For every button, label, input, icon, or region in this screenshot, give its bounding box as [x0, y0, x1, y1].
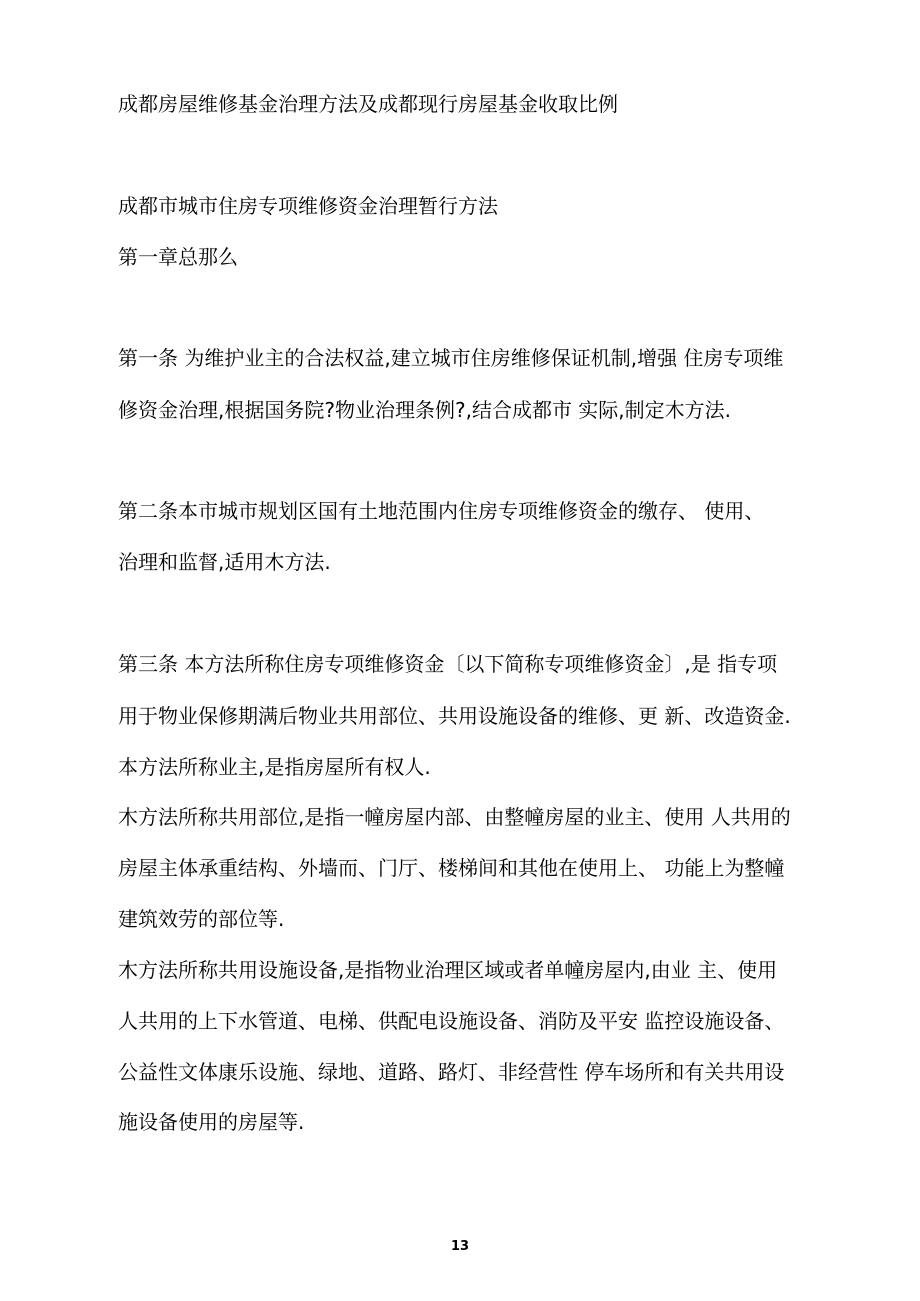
- paragraph-line: 建筑效劳的部位等.: [118, 907, 285, 931]
- document-title: 成都房屋维修基金治理方法及成都现行房屋基金收取比例: [118, 92, 618, 116]
- paragraph-line: 人共用的上下水管道、电梯、供配电设施设备、消防及平安 监控设施设备、: [118, 1009, 785, 1033]
- paragraph-line: 第二条本市城市规划区国有土地范围内住房专项维修资金的缴存、 使用、: [118, 499, 765, 523]
- paragraph-line: 修资金治理,根据国务院?物业治理条例?,结合成都市 实际,制定木方法.: [118, 398, 732, 422]
- paragraph-line: 木方法所称共用部位,是指一幢房屋内部、由整幢房屋的业主、使用 人共用的: [118, 805, 791, 829]
- paragraph-line: 第三条 本方法所称住房专项维修资金〔以下简称专项维修资金〕,是 指专项: [118, 652, 778, 676]
- chapter-heading: 第一章总那么: [118, 245, 238, 269]
- paragraph-line: 房屋主体承重结构、外墙而、门厅、楼梯间和其他在使用上、 功能上为整幢: [118, 856, 785, 880]
- paragraph-line: 治理和监督,适用木方法.: [118, 550, 331, 574]
- paragraph-line: 用于物业保修期满后物业共用部位、共用设施设备的维修、更 新、改造资金.: [118, 704, 791, 728]
- paragraph-line: 第一条 为维护业主的合法权益,建立城市住房维修保证机制,增强 住房专项维: [118, 346, 784, 370]
- document-subtitle: 成都市城市住房专项维修资金治理暂行方法: [118, 194, 498, 218]
- page-number: 13: [450, 1239, 470, 1254]
- paragraph-line: 公益性文体康乐设施、绿地、道路、路灯、非经营性 停车场所和有关共用设: [118, 1060, 785, 1084]
- paragraph-line: 施设备使用的房屋等.: [118, 1110, 305, 1134]
- paragraph-line: 木方法所称共用设施设备,是指物业治理区域或者单幢房屋内,由业 主、使用: [118, 958, 778, 982]
- paragraph-line: 本方法所称业主,是指房屋所有权人.: [118, 755, 431, 779]
